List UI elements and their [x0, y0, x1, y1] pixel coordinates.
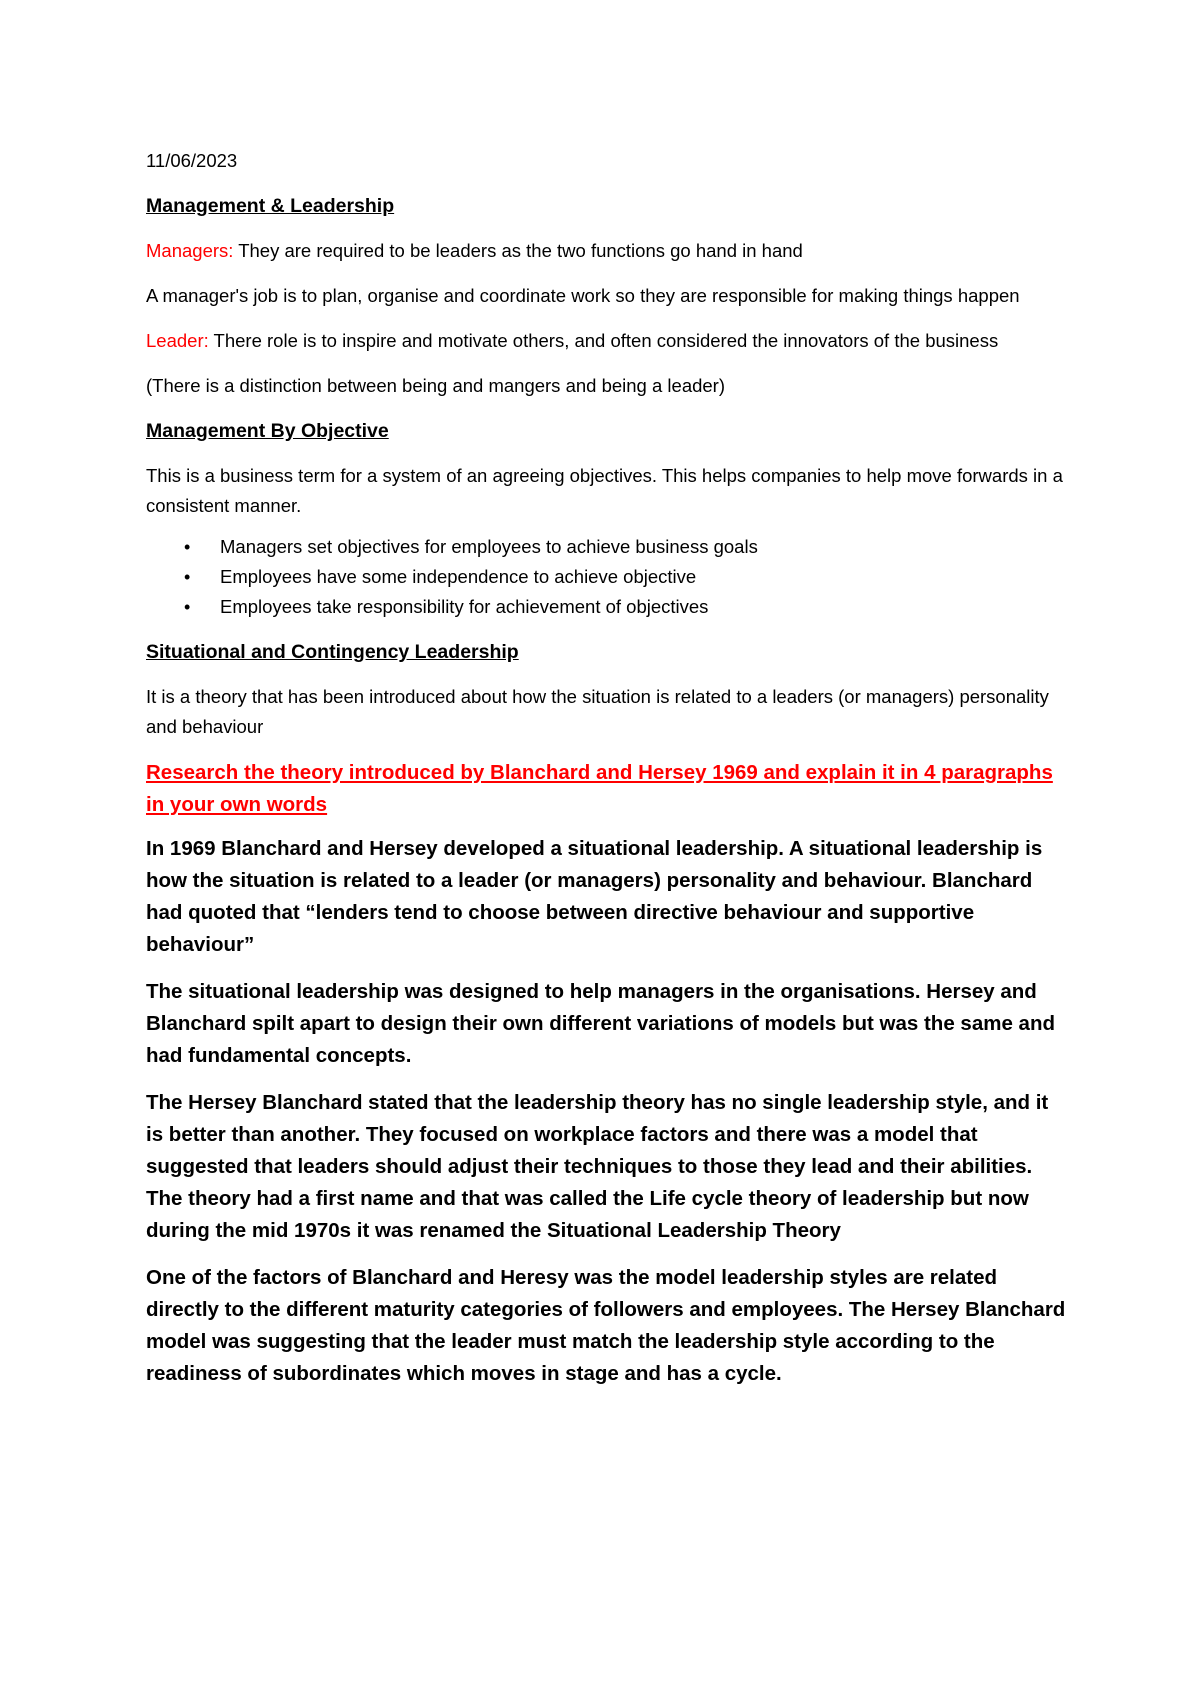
managers-definition	[146, 236, 1066, 266]
list-item-text: Employees have some independence to achieve objective	[220, 566, 697, 587]
document-body	[146, 146, 1066, 1405]
leader-text: There role is to inspire and motivate others, and often considered the innovators of the business	[208, 330, 999, 351]
answer-paragraph-2: The situational leadership was designed to help managers in the organisations. Hersey and Blanchard spilt apart to design their own different variations of models but was the same and had fundamental concepts.	[146, 980, 1055, 1067]
leader-label: Leader:	[146, 330, 209, 351]
answer-paragraph-1: In 1969 Blanchard and Hersey developed a situational leadership. A situational leadership is how the situation is related to a leader (or managers) personality and behaviour. Blanchard had quoted that “lenders tend to choose between directive behaviour and supportive behaviour”	[146, 837, 1043, 956]
list-item-text: Managers set objectives for employees to achieve business goals	[220, 536, 758, 557]
bullet-icon: •	[184, 567, 191, 587]
bullet-icon: •	[184, 597, 191, 617]
list-item-text: Employees take responsibility for achievement of objectives	[220, 596, 709, 617]
research-task-prompt: Research the theory introduced by Blanchard and Hersey 1969 and explain it in 4 paragraphs in your own words	[146, 761, 1053, 816]
mbo-bullet-list	[146, 532, 1066, 622]
heading-situational-leadership: Situational and Contingency Leadership	[146, 641, 519, 663]
heading-management-leadership: Management & Leadership	[146, 195, 395, 217]
heading-management-by-objective: Management By Objective	[146, 420, 389, 442]
list-item	[146, 592, 1066, 622]
list-item	[146, 532, 1066, 562]
mbo-paragraph: This is a business term for a system of an agreeing objectives. This helps companies to help move forwards in a consistent manner.	[146, 465, 1063, 516]
bullet-icon: •	[184, 537, 191, 557]
list-item	[146, 562, 1066, 592]
document-date: 11/06/2023	[146, 150, 238, 171]
answer-paragraph-4: One of the factors of Blanchard and Heresy was the model leadership styles are related directly to the different maturity categories of followers and employees. The Hersey Blanchard model was suggesting that the leader must match the leadership style according to the readiness of subordinates which moves in stage and has a cycle.	[146, 1266, 1066, 1385]
situational-paragraph: It is a theory that has been introduced about how the situation is related to a leaders (or managers) personality and behaviour	[146, 686, 1049, 737]
manager-job-paragraph: A manager's job is to plan, organise and coordinate work so they are responsible for making things happen	[146, 285, 1020, 306]
answer-paragraph-3: The Hersey Blanchard stated that the leadership theory has no single leadership style, and it is better than another. They focused on workplace factors and there was a model that suggested that leaders should adjust their techniques to those they lead and their abilities. The theory had a first name and that was called the Life cycle theory of leadership but now during the mid 1970s it was renamed the Situational Leadership Theory	[146, 1091, 1049, 1242]
distinction-paragraph: (There is a distinction between being and mangers and being a leader)	[146, 375, 726, 396]
managers-text: They are required to be leaders as the two functions go hand in hand	[233, 240, 803, 261]
managers-label: Managers:	[146, 240, 234, 261]
leader-definition	[146, 326, 1066, 356]
